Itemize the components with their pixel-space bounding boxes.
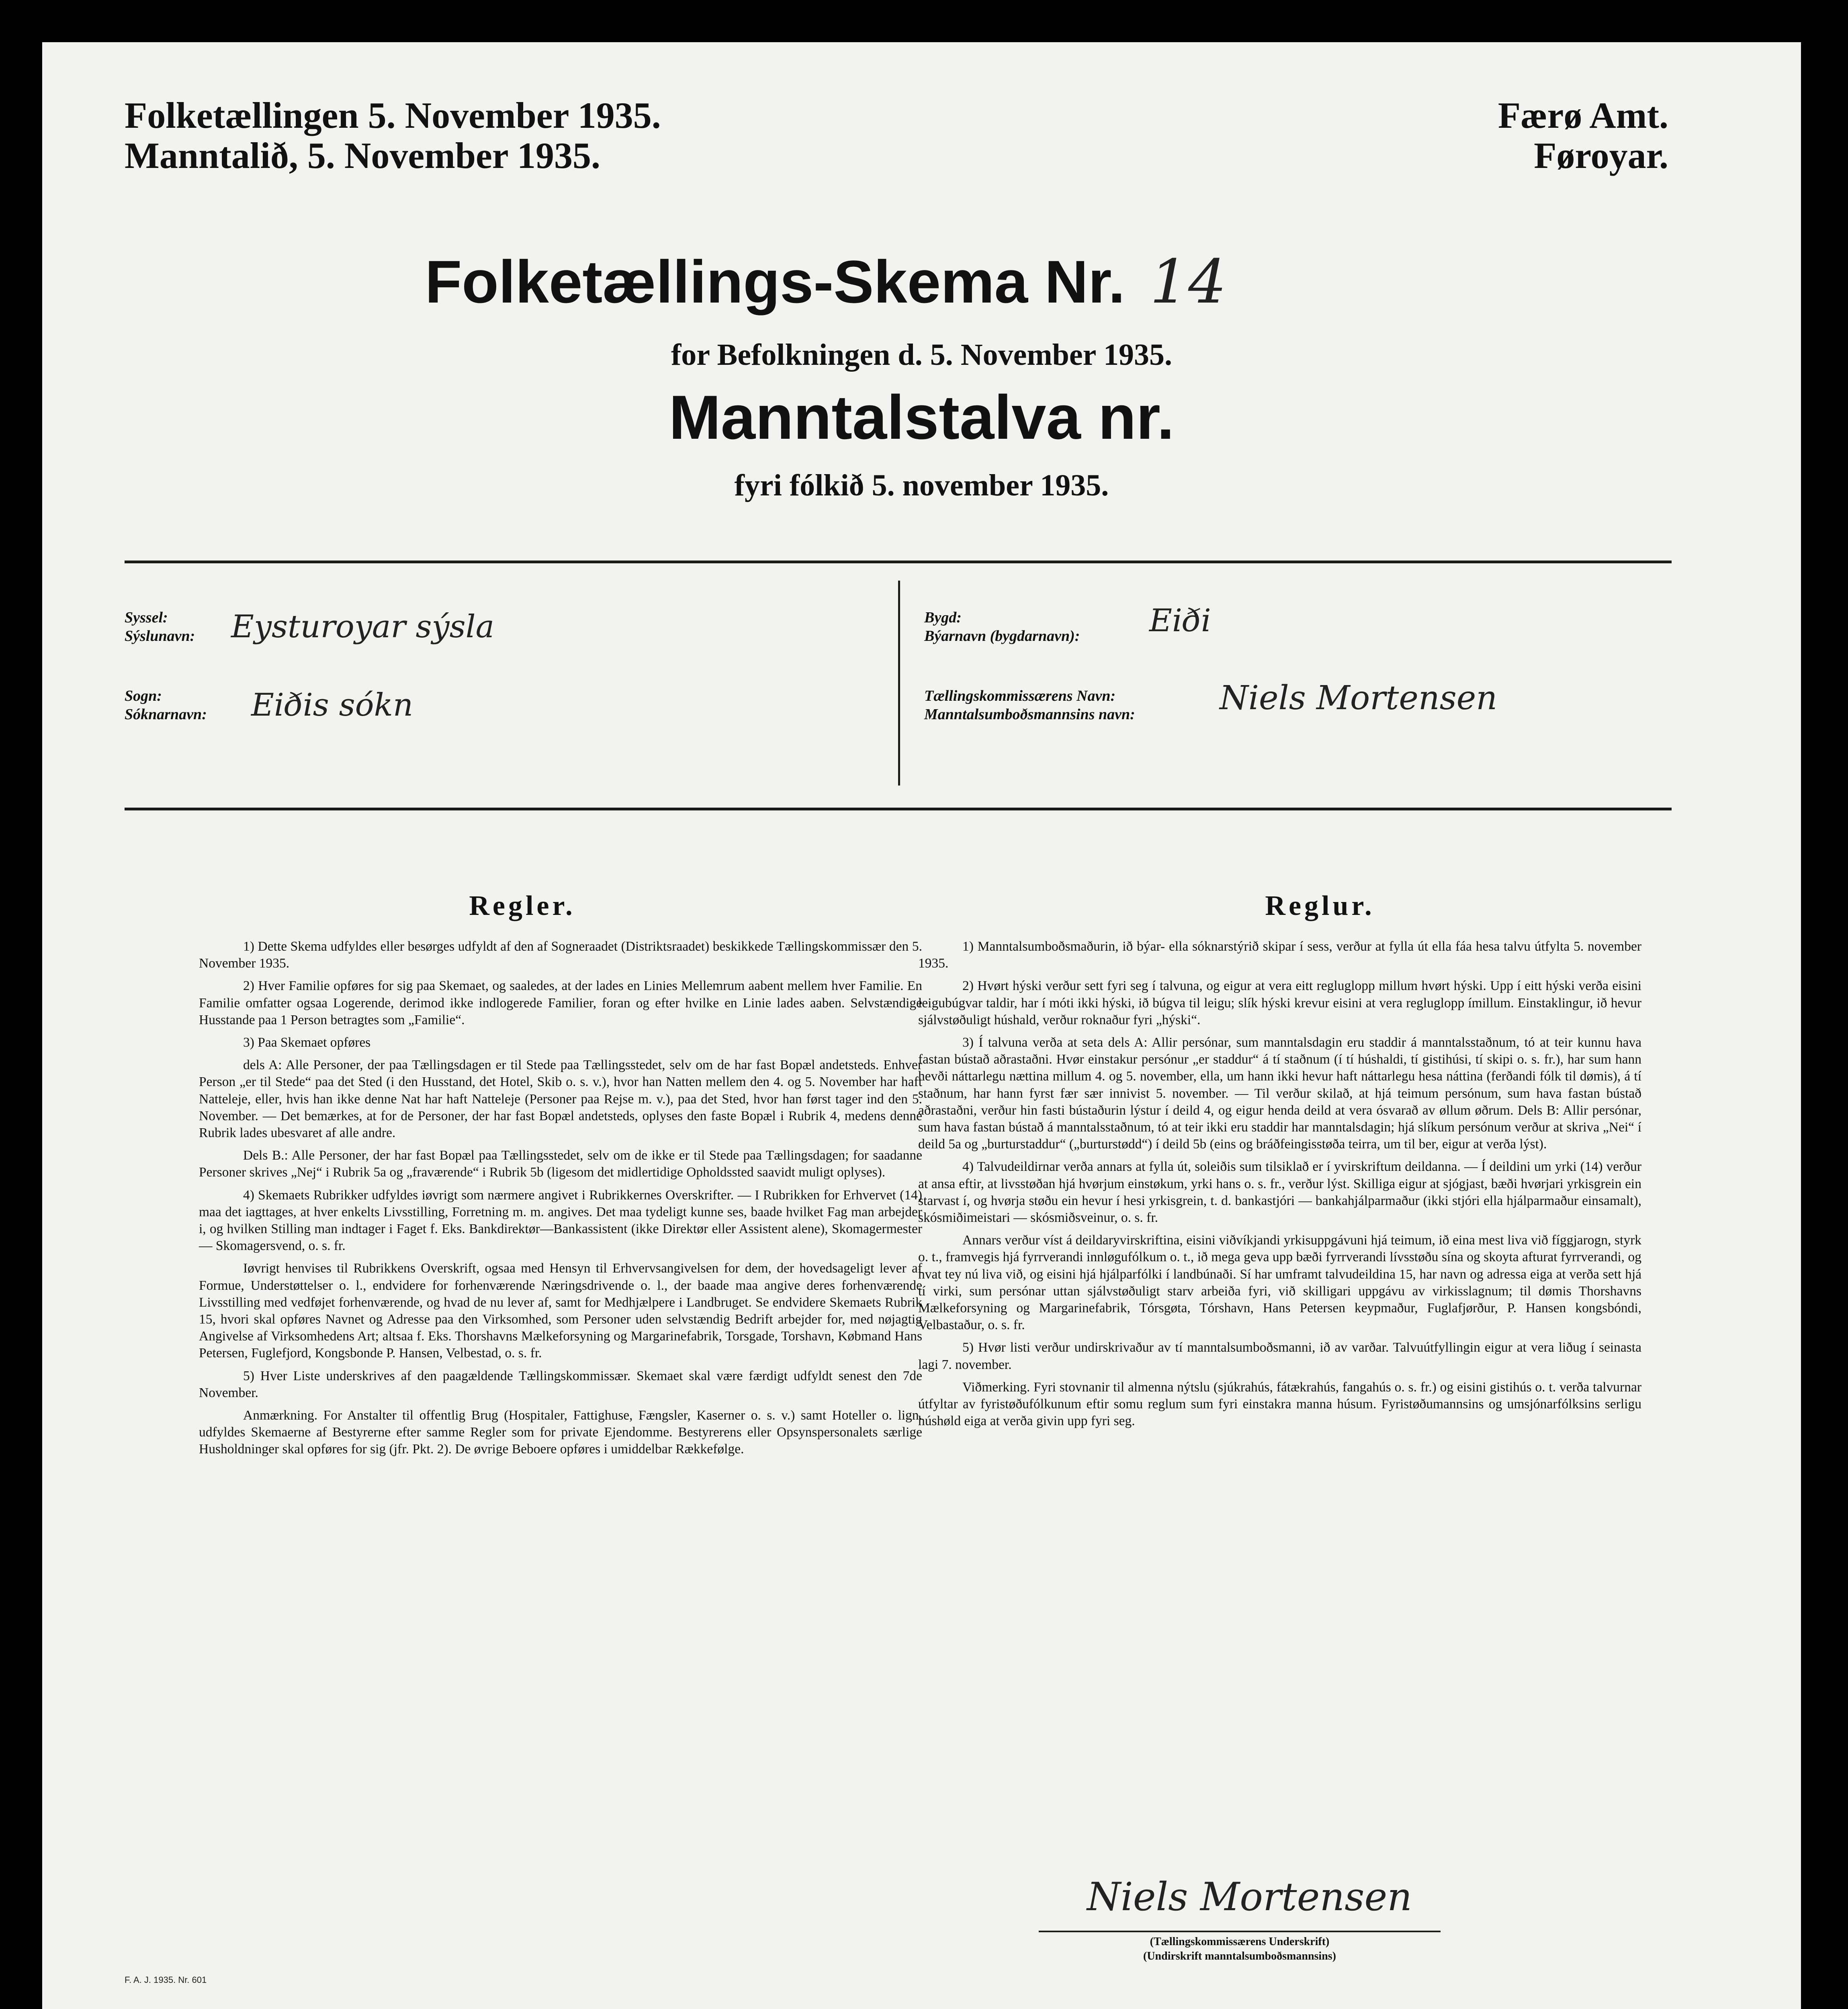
regler-paragraph: Anmærkning. For Anstalter til offentlig Brug (Hospitaler, Fattighuse, Fængsler, Kaserner o. s. v.) samt Hoteller o. lign. udfyldes Skemaerne af Bestyrerne efter samme Regler som for private Ejendomme. Bestyrerens eller Opsynspersonalets særlige Husholdninger skal opføres for sig (jfr. Pkt. 2). De øvrige Beboere opføres i umiddelbar Rækkefølge. (199, 1408, 922, 1457)
syslunavn-label: Sýslunavn: (125, 627, 195, 644)
reglur-paragraph: Annars verður víst á deildaryvirskriftina, eisini viðvíkjandi yrkisuppgávuni hjá teimum, ið eina mest liva við fíggjarogn, styrk o. t., framvegis hjá fyrrverandi innløgufólkum o. t., ið mega geva upp bæði fyrrverandi lívsstøðu sína og skoyta afturat fyrrverandi, og hvat tey nú liva við, og eisini hjá hjálparfólki í landbúnaði. Sí har umframt talvudeildina 15, har navn og adressa eiga at verða sett hjá tí virki, sum persónar uttan sjálvstøðuligt starv arbeiða fyri, við skilligari uppgávu av virkisslagnum; til dømis Thorshavns Mælkeforsyning og Margarinefabrik, Tórsgøta, Tórshavn, Hans Petersen keypmaður, Fuglafjørður, P. Hansen kongsbóndi, Velbastaður, o. s. fr. (918, 1233, 1641, 1333)
regler-paragraph: Iøvrigt henvises til Rubrikkens Overskrift, ogsaa med Hensyn til Erhvervsangivelsen for dem, der hovedsageligt lever af Formue, Understøttelser o. l., endvidere for forhenværende Næringsdrivende o. l., der baade maa angive deres forhenværende Livsstilling med vedføjet forhenværende, og hvad de nu lever af, samt for Medhjælpere i Landbruget. Se endvidere Skemaets Rubrik 15, hvori skal opføres Navnet og Adresse paa den Virksomhed, som Personer uden selvstændig Bedrift arbejder for, med nøjagtig Angivelse af Virksomhedens Art; altsaa f. Eks. Thorshavns Mælkeforsyning og Margarinefabrik, Torsgade, Torshavn, Købmand Hans Petersen, Fuglefjord, Kongsbonde P. Hansen, Velbestad, o. s. fr. (199, 1261, 922, 1361)
header-left-line1: Folketællingen 5. November 1935. (125, 95, 661, 136)
reglur-heading: Reglur. (1265, 890, 1375, 921)
reglur-paragraph: 1) Manntalsumboðsmaðurin, ið býar- ella sóknarstýrið skipar í sess, verður at fylla út ella fáa hesa talvu útfylta 5. november 1935. (918, 939, 1641, 971)
kommissaer-field[interactable] (924, 687, 1135, 724)
printer-code: F. A. J. 1935. Nr. 601 (125, 1975, 207, 1985)
soknarnavn-label: Sóknarnavn: (125, 706, 207, 723)
regler-paragraph: 2) Hver Familie opføres for sig paa Skemaet, og saaledes, at der lades en Linies Mellemrum aabent mellem hver Familie. En Familie omfatter ogsaa Logerende, derimod ikke indlogerede Familier, foran og efter hvilke en Linie lades aaben. Selvstændige Husstande paa 1 Person betragtes som „Familie“. (199, 978, 922, 1027)
reglur-paragraph: Viðmerking. Fyri stovnanir til almenna nýtslu (sjúkrahús, fátækrahús, fangahús o. s. fr.) og eisini gistihús o. t. verða talvurnar útfyltar av fyristøðufólkunum eftir somu reglum sum fyri einstakra manna húsum. Fyristøðumannsins og umsjónarfólksins serligu húshøld eiga at verða givin upp fyri seg. (918, 1379, 1641, 1429)
regler-paragraph: 5) Hver Liste underskrives af den paagældende Tællingskommissær. Skemaet skal være færdigt udfyldt senest den 7de November. (199, 1368, 922, 1400)
byarnavn-label: Býarnavn (bygdarnavn): (924, 627, 1080, 644)
syssel-value: Eysturoyar sýsla (231, 609, 495, 645)
reglur-paragraph: 4) Talvudeildirnar verða annars at fylla út, soleiðis sum tilsiklað er í yvirskriftum deildanna. — Í deildini um yrki (14) verður at ansa eftir, at livsstøðan hjá hvørjum einstøkum, yrki hans o. s. fr., verður lýst. Skilliga eigur at sjógjast, bæði hvørjari yrkisgrein ein starvast í, og hvørja støðu ein hevur í hesi yrkisgrein, t. d. bankastjóri — bankahjálparmaður (ikki stjóri ella hjálparmaður einsamalt), skósmiðimeistari — skósmiðsveinur, o. s. fr. (918, 1159, 1641, 1225)
form-subtitle: for Befolkningen d. 5. November 1935. (671, 338, 1172, 372)
form-number-handwritten: 14 (1150, 247, 1227, 317)
bygd-label: Bygd: (924, 609, 962, 626)
bygd-value: Eiði (1149, 603, 1211, 639)
syssel-label: Syssel: (125, 609, 168, 626)
sogn-label: Sogn: (125, 687, 162, 704)
reglur-paragraph: 2) Hvørt hýski verður sett fyri seg í talvuna, og eigur at vera eitt regluglopp millum hvørt hýski. Upp í eitt hýski verða eisini leigubúgvar taldir, har í móti ikki hýski, ið búgva til leigu; slík hýski krevur eisini at vera regluglopp ímillum. Einstaklingur, ið hevur sjálvstøðuligt húshald, verður roknaður fyri „hýski“. (918, 978, 1641, 1027)
signature-caption-danish: (Tællingskommissærens Underskrift) (1150, 1935, 1330, 1948)
umbodsmann-label: Manntalsumboðsmannsins navn: (924, 706, 1135, 723)
reglur-paragraph: 3) Í talvuna verða at seta dels A: Allir persónar, sum manntalsdagin eru staddir á manntalsstaðnum, tó at teir kunnu hava fastan bústað aðrastaðni. Hvør einstakur persónur „er staddur“ á tí staðnum (í tí húshaldi, tí gistihúsi, tí skipi o. s. fr.), har sum hann hevði náttarlegu nættina millum 4. og 5. november, ella, um hann ikki hevur haft náttarlegu hesa náttina (ferðandi fólk til dømis), á tí staðnum, har hann fyrst fær sær innivist 5. november. — Til verður skilað, at hjá teimum persónum, sum hava fastan bústað aðrastaðni, verður hin fasti bústaðurin lýstur í deild 4, og eigur henda deild at vera ósvarað av øllum øðrum. Dels B: Allir persónar, sum hava fastan bústað á manntalsstaðnum, tó at teir ikki eru staddir har manntalsdagin; hjá slíkum persónum verður at skriva „Nei“ í deild 5a og „burturstaddur“ („burturstødd“) í deild 5b (eins og bráðfeingisstøða teirra, um til ber, eigur at verða lýst). (918, 1035, 1641, 1152)
census-form-page (42, 42, 1801, 2009)
regler-paragraph: 4) Skemaets Rubrikker udfyldes iøvrigt som nærmere angivet i Rubrikkernes Overskrifter. — I Rubrikken for Erhvervet (14) maa det iagttages, at hver enkelts Livsstilling, Forretning m. m. angives. Det maa tydeligt kunne ses, baade hvilket Fag man arbejder i, og hvilken Stilling man indtager i Faget f. Eks. Bankdirektør—Bankassistent (ikke Direktør eller Assistent alene), Skomagermester — Skomagersvend, o. s. fr. (199, 1187, 922, 1254)
sogn-value: Eiðis sókn (251, 687, 413, 723)
reglur-body (918, 938, 1641, 1435)
bygd-field[interactable] (924, 609, 1080, 645)
field-bottom-rule (125, 808, 1672, 810)
form-subtitle-faroese: fyri fólkið 5. november 1935. (734, 468, 1109, 502)
regler-body (199, 938, 922, 1464)
kommissaer-value: Niels Mortensen (1220, 679, 1498, 717)
header-right-line1: Færø Amt. (1498, 95, 1668, 136)
regler-paragraph: Dels B.: Alle Personer, der har fast Bopæl paa Tællingsstedet, selv om de ikke er til Stede paa Tællingsdagen; for saadanne Personer skrives „Nej“ i Rubrik 5a og „fraværende“ i Rubrik 5b (ligesom det midlertidige Opholdssted saavidt muligt oplyses). (199, 1148, 922, 1180)
form-title (42, 247, 1609, 317)
signature: Niels Mortensen (1087, 1874, 1412, 1919)
field-divider (898, 581, 900, 786)
signature-caption-faroese: (Undirskrift manntalsumboðsmannsins) (1143, 1950, 1336, 1962)
signature-line (1039, 1931, 1441, 1932)
form-title-faroese: Manntalstalva nr. (669, 383, 1175, 452)
sogn-field[interactable] (125, 687, 207, 724)
field-top-rule (125, 561, 1672, 563)
syssel-field[interactable] (125, 609, 195, 645)
header-right-line2: Føroyar. (1534, 135, 1668, 176)
regler-paragraph: 1) Dette Skema udfyldes eller besørges udfyldt af den af Sogneraadet (Distriktsraadet) beskikkede Tællingskommissær den 5. November 1935. (199, 939, 922, 971)
form-title-text: Folketællings-Skema Nr. (425, 248, 1125, 315)
regler-paragraph: dels A: Alle Personer, der paa Tællingsdagen er til Stede paa Tællingsstedet, selv om de har fast Bopæl andetsteds. Enhver Person „er til Stede“ paa det Sted (i den Husstand, det Hotel, Skib o. s. v.), hvor han Natten mellem den 4. og 5. November har haft Natteleje, eller, hvis han ikke denne Nat har haft Natteleje (Personer paa Rejse m. v.), paa det Sted, hvor han først tager ind den 5. November. — Det bemærkes, at for de Personer, der har fast Bopæl andetsteds, oplyses den faste Bopæl i Rubrik 4, medens denne Rubrik lades ubesvaret af alle andre. (199, 1058, 922, 1141)
kommissaer-label: Tællingskommissærens Navn: (924, 687, 1116, 704)
regler-paragraph: 3) Paa Skemaet opføres (243, 1035, 371, 1050)
header-left-line2: Manntalið, 5. November 1935. (125, 135, 601, 176)
reglur-paragraph: 5) Hvør listi verður undirskrivaður av tí manntalsumboðsmanni, ið av varðar. Talvuútfyllingin eigur at vera liðug í seinasta lagi 7. november. (918, 1340, 1641, 1372)
regler-heading: Regler. (469, 890, 576, 921)
